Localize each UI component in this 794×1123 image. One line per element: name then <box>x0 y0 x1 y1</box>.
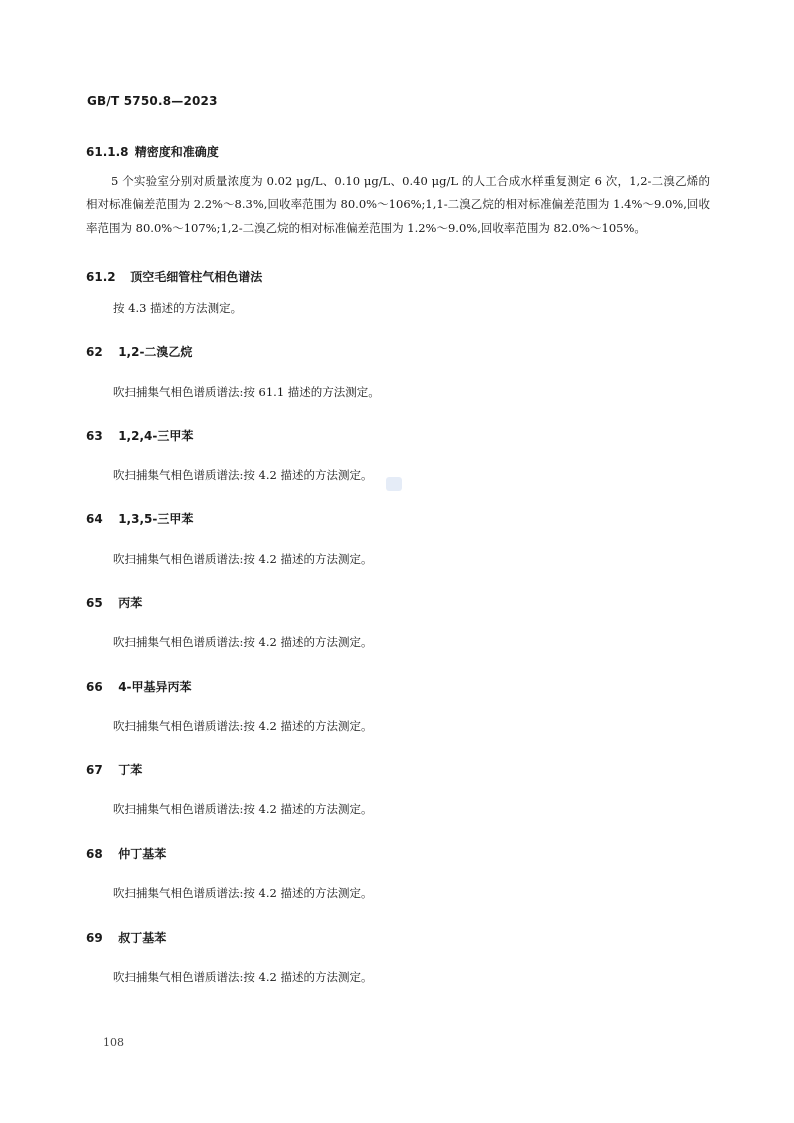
section-heading-61-1-8 <box>86 143 219 160</box>
section-text-63: 吹扫捕集气相色谱质谱法:按 4.2 描述的方法测定。 <box>113 468 373 482</box>
precision-paragraph: 5 个实验室分别对质量浓度为 0.02 μg/L、0.10 μg/L、0.40 μg/L 的人工合成水样重复测定 6 次，1,2-二溴乙烯的相对标准偏差范围为 2.2%～8.3%,回收率范围为 80.0%～106%;1,1-二溴乙烷的相对标准偏差范围为 1.4%～9.0%,回收率范围为 80.0%～107%;1,2-二溴乙烷的相对标准偏差范围为 1.2%～9.0%,回收率范围为 82.0%～105%。 <box>86 174 710 235</box>
section-number: 64 <box>86 512 103 526</box>
section-number: 62 <box>86 345 103 359</box>
section-text-68: 吹扫捕集气相色谱质谱法:按 4.2 描述的方法测定。 <box>113 886 373 900</box>
section-number: 61.2 <box>86 270 116 284</box>
section-text-65: 吹扫捕集气相色谱质谱法:按 4.2 描述的方法测定。 <box>113 635 373 649</box>
section-number: 63 <box>86 429 103 443</box>
section-number: 61.1.8 <box>86 145 129 159</box>
section-heading-64 <box>86 510 193 527</box>
section-number: 68 <box>86 847 103 861</box>
section-heading-61-2 <box>86 268 262 285</box>
section-text-64: 吹扫捕集气相色谱质谱法:按 4.2 描述的方法测定。 <box>113 552 373 566</box>
section-heading-62 <box>86 343 192 360</box>
section-title: 1,2,4-三甲苯 <box>118 429 194 443</box>
section-text-61-2: 按 4.3 描述的方法测定。 <box>113 301 243 315</box>
section-title: 丙苯 <box>118 596 143 610</box>
section-heading-65 <box>86 594 142 611</box>
page-number: 108 <box>103 1036 124 1049</box>
standard-code-header: GB/T 5750.8—2023 <box>87 94 218 108</box>
section-text-62: 吹扫捕集气相色谱质谱法:按 61.1 描述的方法测定。 <box>113 385 380 399</box>
section-number: 67 <box>86 763 103 777</box>
section-text-69: 吹扫捕集气相色谱质谱法:按 4.2 描述的方法测定。 <box>113 970 373 984</box>
section-heading-67 <box>86 761 142 778</box>
section-title: 精密度和准确度 <box>134 145 219 159</box>
section-title: 仲丁基苯 <box>118 847 167 861</box>
section-title: 1,3,5-三甲苯 <box>118 512 194 526</box>
section-number: 69 <box>86 931 103 945</box>
section-title: 叔丁基苯 <box>118 931 167 945</box>
watermark-logo-icon <box>384 474 404 494</box>
section-heading-66 <box>86 678 192 695</box>
section-title: 丁苯 <box>118 763 143 777</box>
section-text-66: 吹扫捕集气相色谱质谱法:按 4.2 描述的方法测定。 <box>113 719 373 733</box>
section-title: 顶空毛细管柱气相色谱法 <box>130 270 263 284</box>
section-heading-69 <box>86 929 166 946</box>
section-heading-68 <box>86 845 166 862</box>
section-title: 1,2-二溴乙烷 <box>118 345 193 359</box>
section-title: 4-甲基异丙苯 <box>118 680 192 694</box>
section-number: 65 <box>86 596 103 610</box>
section-text-67: 吹扫捕集气相色谱质谱法:按 4.2 描述的方法测定。 <box>113 802 373 816</box>
section-heading-63 <box>86 427 193 444</box>
section-number: 66 <box>86 680 103 694</box>
